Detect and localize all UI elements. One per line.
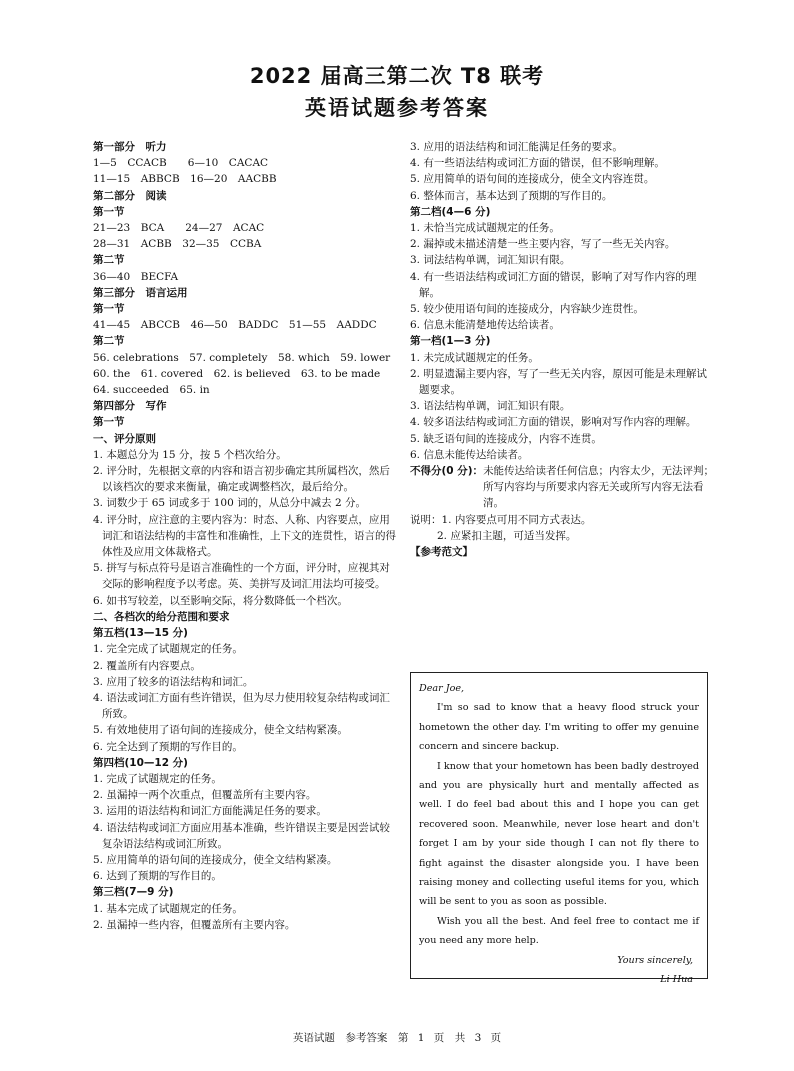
text-line: 1. 完成了试题规定的任务。 [93, 772, 222, 785]
section-heading: 第二节 [93, 254, 125, 267]
reference-essay-label: 【参考范文】 [410, 546, 473, 559]
text-line: 5. 有效地使用了语句间的连接成分，使全文结构紧凑。 [93, 724, 348, 737]
text-line: 4. 评分时，应注意的主要内容为：时态、人称、内容要点，应用词汇和语法结构的丰富性和准确性，上下文的连贯性，语言的得体性及应用文体裁格式。 [93, 513, 396, 559]
section-heading: 第二部分 阅读 [93, 189, 167, 202]
note-1: 说明：1. 内容要点可用不同方式表达。 [410, 513, 592, 526]
essay-closing: Yours sincerely, [617, 954, 693, 966]
text-line: 4. 有一些语法结构或词汇方面的错误，影响了对写作内容的理解。 [410, 270, 697, 299]
text-line: 1. 基本完成了试题规定的任务。 [93, 902, 243, 915]
text-line: 1. 本题总分为 15 分，按 5 个档次给分。 [93, 448, 287, 461]
text-line: 3. 语法结构单调，词汇知识有限。 [410, 400, 571, 413]
section-heading: 第二档(4—6 分) [410, 205, 491, 218]
text-line: 2. 虽漏掉一两个次重点，但覆盖所有主要内容。 [93, 789, 317, 802]
reference-essay-box [410, 672, 708, 986]
text-line: 2. 漏掉或未描述清楚一些主要内容，写了一些无关内容。 [410, 238, 676, 251]
section-heading: 第一部分 听力 [93, 141, 167, 153]
text-line: 28—31 ACBB 32—35 CCBA [93, 238, 262, 251]
text-line: 64. succeeded 65. in [93, 384, 210, 397]
section-heading: 第五档(13—15 分) [93, 627, 188, 640]
right-column [410, 139, 715, 560]
text-line: 4. 较多语法结构或词汇方面的错误，影响对写作内容的理解。 [410, 416, 697, 429]
essay-paragraph-3: Wish you all the best. And feel free to contact me if you need any more help. [419, 915, 699, 947]
section-heading: 二、各档次的给分范围和要求 [93, 610, 230, 623]
section-heading: 第二节 [93, 335, 125, 348]
text-line: 6. 达到了预期的写作目的。 [93, 870, 222, 883]
section-heading: 第一节 [93, 416, 125, 429]
text-line: 3. 运用的语法结构和词汇方面能满足任务的要求。 [93, 805, 327, 818]
text-line: 1. 未恰当完成试题规定的任务。 [410, 222, 560, 235]
section-heading: 第一节 [93, 205, 125, 218]
text-line: 41—45 ABCCB 46—50 BADDC 51—55 AADDC [93, 319, 377, 332]
section-heading: 第四档(10—12 分) [93, 756, 188, 769]
text-line: 2. 虽漏掉一些内容，但覆盖所有主要内容。 [93, 918, 296, 931]
text-line: 4. 语法或词汇方面有些许错误，但为尽力使用较复杂结构或词汇所致。 [93, 691, 390, 721]
text-line: 3. 词法结构单调，词汇知识有限。 [410, 254, 571, 267]
text-line: 4. 有一些语法结构或词汇方面的错误，但不影响理解。 [410, 157, 665, 170]
text-line: 6. 完全达到了预期的写作目的。 [93, 740, 243, 753]
text-line: 5. 拼写与标点符号是语言准确性的一个方面，评分时，应视其对交际的影响程度予以考虑。英、美拼写及词汇用法均可接受。 [93, 562, 390, 591]
text-line: 3. 应用了较多的语法结构和词汇。 [93, 675, 254, 688]
right-lines [410, 139, 715, 463]
text-line: 6. 如书写较差，以至影响交际，将分数降低一个档次。 [93, 594, 348, 607]
section-heading: 第三档(7—9 分) [93, 886, 174, 899]
text-line: 5. 缺乏语句间的连接成分，内容不连贯。 [410, 432, 602, 445]
text-line: 6. 整体而言，基本达到了预期的写作目的。 [410, 189, 613, 202]
text-line: 2. 明显遗漏主要内容，写了一些无关内容，原因可能是未理解试题要求。 [410, 367, 707, 397]
text-line: 5. 应用简单的语句间的连接成分，使全文结构紧凑。 [93, 853, 338, 866]
text-line: 3. 词数少于 65 词或多于 100 词的，从总分中减去 2 分。 [93, 497, 366, 510]
essay-greeting: Dear Joe, [419, 683, 465, 694]
section-heading: 第一节 [93, 303, 125, 316]
section-heading: 一、评分原则 [93, 432, 156, 445]
text-line: 1—5 CCACB 6—10 CACAC [93, 157, 269, 170]
no-score-section [410, 463, 715, 512]
text-line: 60. the 61. covered 62. is believed 63. to be made [93, 367, 381, 380]
page-footer: 英语试题 参考答案 第 1 页 共 3 页 [292, 1032, 502, 1044]
text-line: 2. 评分时，先根据文章的内容和语言初步确定其所属档次，然后以该档次的要求来衡量，确定或调整档次，最后给分。 [93, 465, 390, 494]
text-line: 11—15 ABBCB 16—20 AACBB [93, 173, 277, 186]
left-column [93, 139, 398, 933]
essay-signature: Li Hua [660, 974, 693, 986]
text-line: 36—40 BECFA [93, 270, 179, 283]
text-line: 21—23 BCA 24—27 ACAC [93, 222, 265, 235]
text-line: 1. 完全完成了试题规定的任务。 [93, 643, 243, 656]
text-line: 56. celebrations 57. completely 58. which 59. lower [93, 351, 391, 364]
text-line: 5. 应用简单的语句间的连接成分，使全文内容连贯。 [410, 173, 655, 186]
essay-paragraph-1: I'm so sad to know that a heavy flood struck your hometown the other day. I'm writing to offer my genuine concern and sincere backup. [419, 702, 699, 753]
note-2: 2. 应紧扣主题，可适当发挥。 [437, 529, 577, 542]
no-score-text: 未能传达给读者任何信息；内容太少，无法评判；所写内容均与所要求内容无关或所写内容无法看清。 [483, 465, 715, 510]
page-title: 2022 届高三第二次 T8 联考 [249, 64, 545, 88]
page-subtitle: 英语试题参考答案 [305, 96, 489, 120]
text-line: 5. 较少使用语句间的连接成分，内容缺少连贯性。 [410, 303, 644, 316]
text-line: 2. 覆盖所有内容要点。 [93, 659, 201, 672]
essay-paragraph-2: I know that your hometown has been badly destroyed and you are physically hurt and mentally affected as well. I do feel bad about this and I hope you can get recovered soon. Meanwhile, never lose heart and don't forget I am by your side though I can not fly there to fight against the disaster alongside you. I have been raising money and collecting useful items for you, which will be sent to you as soon as possible. [419, 760, 699, 908]
section-heading: 第一档(1—3 分) [410, 335, 491, 348]
text-line: 6. 信息未能传达给读者。 [410, 448, 529, 461]
text-line: 6. 信息未能清楚地传达给读者。 [410, 319, 560, 332]
text-line: 1. 未完成试题规定的任务。 [410, 351, 539, 364]
section-heading: 第四部分 写作 [93, 400, 167, 413]
text-line: 4. 语法结构或词汇方面应用基本准确，些许错误主要是因尝试较复杂语法结构或词汇所致。 [93, 821, 390, 850]
text-line: 3. 应用的语法结构和词汇能满足任务的要求。 [410, 141, 623, 153]
section-heading: 第三部分 语言运用 [93, 286, 188, 299]
no-score-label: 不得分(0 分)： [410, 465, 484, 478]
